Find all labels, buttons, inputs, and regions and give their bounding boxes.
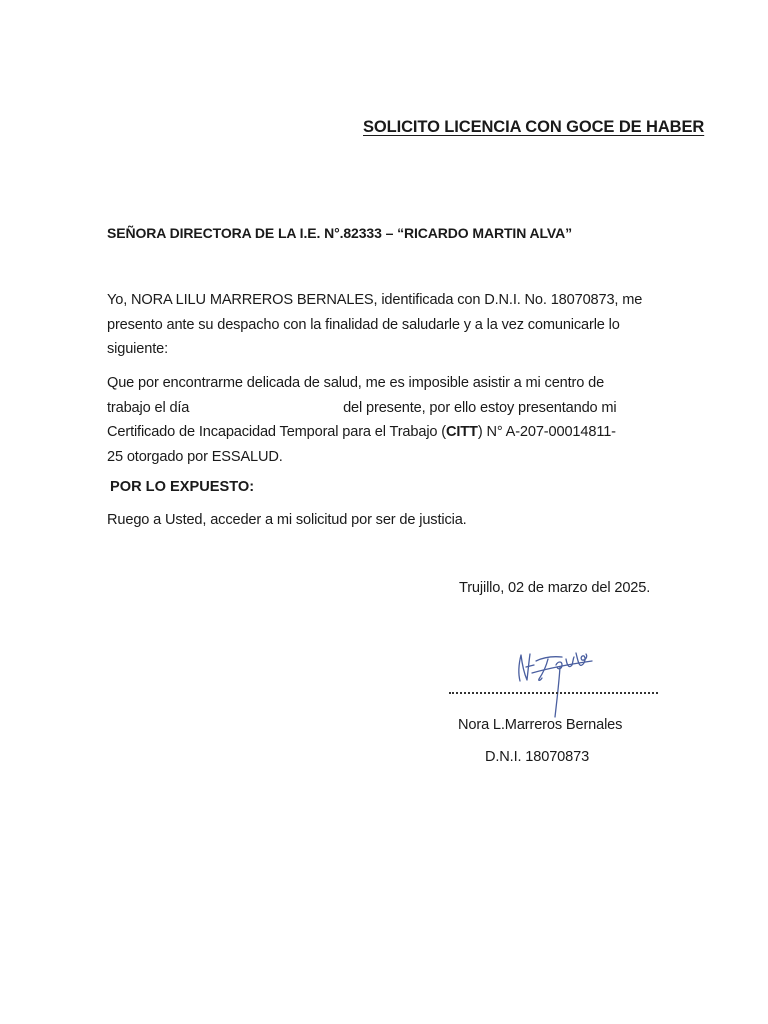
handwritten-signature: [512, 643, 608, 719]
request-line-3-start: Certificado de Incapacidad Temporal para el Trabajo (: [107, 424, 446, 440]
request-line-1: Que por encontrarme delicada de salud, me es imposible asistir a mi centro de: [107, 375, 605, 391]
request-line-3: [107, 420, 679, 445]
request-line-2-start: trabajo el día: [107, 399, 190, 416]
signer-name: Nora L.Marreros Bernales: [458, 717, 623, 733]
redacted-date: [193, 401, 339, 415]
intro-line-3: siguiente:: [107, 341, 168, 357]
request-line-2-end: del presente, por ello estoy presentando mi: [343, 399, 617, 416]
intro-line-2: presento ante su despacho con la finalidad de saludarle y a la vez comunicarle lo: [107, 316, 620, 333]
request-line-3-end: ) N° A-207-00014811-: [477, 424, 616, 440]
request-line-4: 25 otorgado por ESSALUD.: [107, 448, 283, 465]
closing-paragraph: Ruego a Usted, acceder a mi solicitud por ser de justicia.: [107, 512, 467, 528]
intro-line-1: Yo, NORA LILU MARREROS BERNALES, identificada con D.N.I. No. 18070873, me: [107, 292, 643, 308]
signature-line: [449, 692, 658, 694]
citt-abbreviation: CITT: [446, 424, 478, 440]
signer-dni: D.N.I. 18070873: [485, 749, 590, 765]
expuesto-heading: POR LO EXPUESTO:: [110, 479, 255, 495]
request-paragraph: [107, 371, 679, 469]
request-line-2: [107, 396, 679, 421]
intro-paragraph: [107, 288, 679, 362]
addressee-line: SEÑORA DIRECTORA DE LA I.E. N°.82333 – “RICARDO MARTIN ALVA”: [107, 225, 573, 241]
date-line: Trujillo, 02 de marzo del 2025.: [459, 580, 651, 596]
document-title: SOLICITO LICENCIA CON GOCE DE HABER: [363, 118, 705, 136]
